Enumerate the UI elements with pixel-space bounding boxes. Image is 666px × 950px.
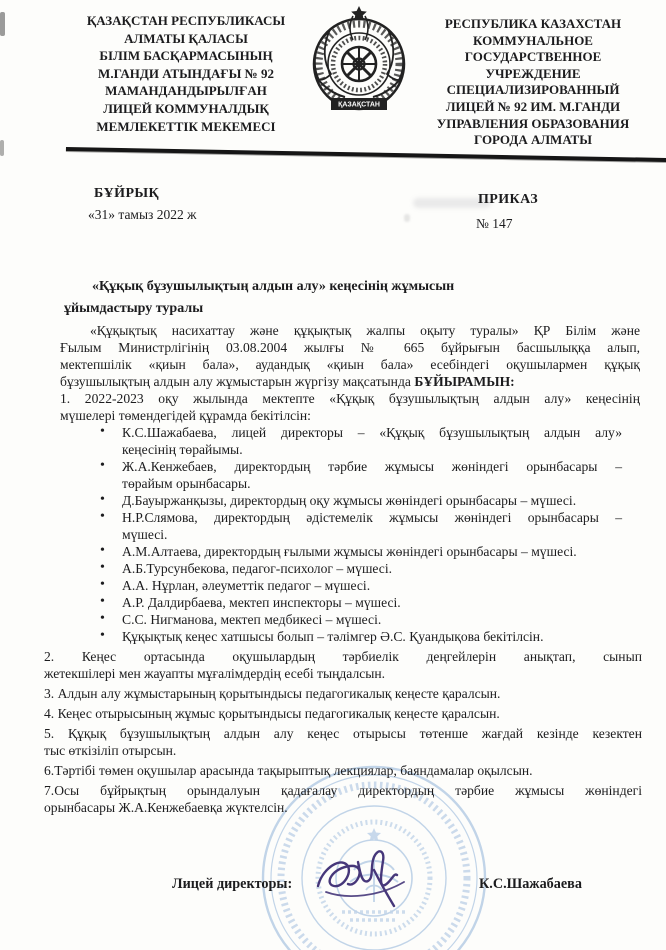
list-item: • Д.Бауыржанқызы, директордың оқу жұмысы жөніндегі орынбасары – мүшесі. [100,492,577,508]
body-line: мектепшілік «қиын бала», аудандық «қиын бала» есебіндегі оқушылармен құқық [60,357,640,372]
header-line: ГОРОДА АЛМАТЫ [474,132,592,148]
header-divider-line [66,147,666,162]
body-line: бұзушылықтың алдын алу жұмыстарын жүргізу мақсатында БҰЙЫРАМЫН: [60,374,515,389]
bullet-icon: • [100,611,105,626]
intro-paragraph [60,322,640,390]
header-line: МАМАНДАНДЫРЫЛҒАН [105,83,267,99]
emblem-banner [331,98,387,110]
list-item: • А.Р. Далдирбаева, мектеп инспекторы – мүшесі. [100,594,401,610]
header-line: СПЕЦИАЛИЗИРОВАННЫЙ [446,82,620,98]
scan-artifact [404,214,410,222]
header-line: УПРАВЛЕНИЯ ОБРАЗОВАНИЯ [436,115,630,131]
header-line: УЧРЕЖДЕНИЕ [485,65,581,81]
item-6: 6.Тәртібі төмен оқушылар арасында тақырыптық лекциялар, баяндамалар оқылсын. [44,763,533,778]
order-title-kazakh: БҰЙРЫҚ [94,186,160,201]
list-item: • С.С. Нигманова, мектеп медбикесі – мүшесі. [100,611,382,627]
signature-name: К.С.Шажабаева [479,876,582,892]
signature-ink [308,840,418,918]
item-3: 3. Алдын алу жұмыстарының қорытындысы педагогикалық кеңесте қаралсын. [44,686,501,701]
body-line: «Құқықтық насихаттау және құқықтық жалпы оқыту туралы» ҚР Білім және [90,323,640,338]
subject-line: «Құқық бұзушылықтың алдын алу» кеңесінің жұмысын [92,279,455,294]
order-number: № 147 [476,216,513,231]
list-item: • Н.Р.Слямова, директордың әдістемелік жұмысы жөніндегі орынбасары – мүшесі. [100,509,622,542]
bullet-icon: • [100,628,105,643]
scan-artifact [0,12,5,36]
numbered-items [44,648,642,816]
header-kazakh [70,12,302,135]
body-line: Ғылым Министрлігінің 03.08.2004 жылғы № 665 бұйрығын басшылыққа алып, [60,340,640,355]
subject-line: ұйымдастыру туралы [64,301,204,316]
bullet-icon: • [100,509,105,524]
order-subject [64,276,624,320]
header-line: МЕМЛЕКЕТТІК МЕКЕМЕСІ [96,118,276,134]
list-item: • Құқықтық кеңес хатшысы болып – тәлімгер Ә.С. Қуандықова бекітілсін. [100,628,544,644]
header-line: КОММУНАЛЬНОЕ [473,32,593,48]
bullet-icon: • [100,577,105,592]
kazakhstan-state-emblem-icon [303,2,415,116]
order-date: «31» тамыз 2022 ж [88,207,197,222]
item-1 [60,390,640,424]
header-line: ЛИЦЕЙ КОММУНАЛДЫҚ [103,100,269,116]
item-4: 4. Кеңес отырысының жұмыс қорытындысы педагогикалық кеңесте қаралсын. [44,706,500,721]
emblem-caption-text: ҚАЗАҚСТАН [338,101,380,109]
order-title-russian: ПРИКАЗ [478,192,539,207]
bullet-icon: • [100,594,105,609]
item-5: 5. Құқық бұзушылықтың алдын алу кеңес отырысы төтенше жағдай кезінде кезектен тыс өткізіліп отырсын. [44,726,642,758]
item-7: 7.Осы бұйрықтың орындалуын қадағалау директордың тәрбие жұмысы жөніндегі орынбасары Ж.А.Кенжебаевқа жүктелсін. [44,783,642,815]
signature-role-label: Лицей директоры: [172,876,293,892]
header-line: АЛМАТЫ ҚАЛАСЫ [124,30,248,46]
body-line: мүшелері төмендегідей құрамда бекітілсін: [60,408,311,423]
header-line: ЛИЦЕЙ № 92 ИМ. М.ГАНДИ [445,98,621,114]
header-russian [406,16,660,149]
header-line: БІЛІМ БАСҚАРМАСЫНЫҢ [99,48,273,64]
decree-word: БҰЙЫРАМЫН: [414,374,515,389]
header-line: РЕСПУБЛИКА КАЗАХСТАН [444,16,622,31]
bullet-icon: • [100,492,105,507]
header-line: ҚАЗАҚСТАН РЕСПУБЛИКАСЫ [86,13,286,28]
order-body [44,322,642,816]
header-line: ГОСУДАРСТВЕННОЕ [464,49,602,65]
body-line: 1. 2022-2023 оқу жылында мектепте «Құқық бұзушылықтың алдын алу» кеңесінің [60,391,640,406]
list-item: • А.М.Алтаева, директордың ғылыми жұмысы жөніндегі орынбасары – мүшесі. [100,543,577,559]
bullet-icon: • [100,458,105,473]
list-item: • Ж.А.Кенжебаев, директордың тәрбие жұмысы жөніндегі орынбасары – төрайым орынбасары. [100,458,622,491]
bullet-icon: • [100,424,105,439]
bullet-icon: • [100,543,105,558]
list-item: • А.А. Нұрлан, әлеуметтік педагог – мүшесі. [100,577,371,593]
bullet-icon: • [100,560,105,575]
item-2: 2. Кеңес ортасында оқушылардың тәрбиелік деңгейлерін анықтап, сынып жетекшілері мен жауапты мұғалімдердің есебі тыңдалсын. [44,649,642,681]
members-list [100,424,622,645]
list-item: • К.С.Шажабаева, лицей директоры – «Құқық бұзушылықтың алдын алу» кеңесінің төрайымы. [100,424,622,457]
list-item: • А.Б.Турсунбекова, педагог-психолог – мүшесі. [100,560,393,576]
scan-artifact [0,140,4,156]
header-line: М.ГАНДИ АТЫНДАҒЫ № 92 [98,65,274,81]
